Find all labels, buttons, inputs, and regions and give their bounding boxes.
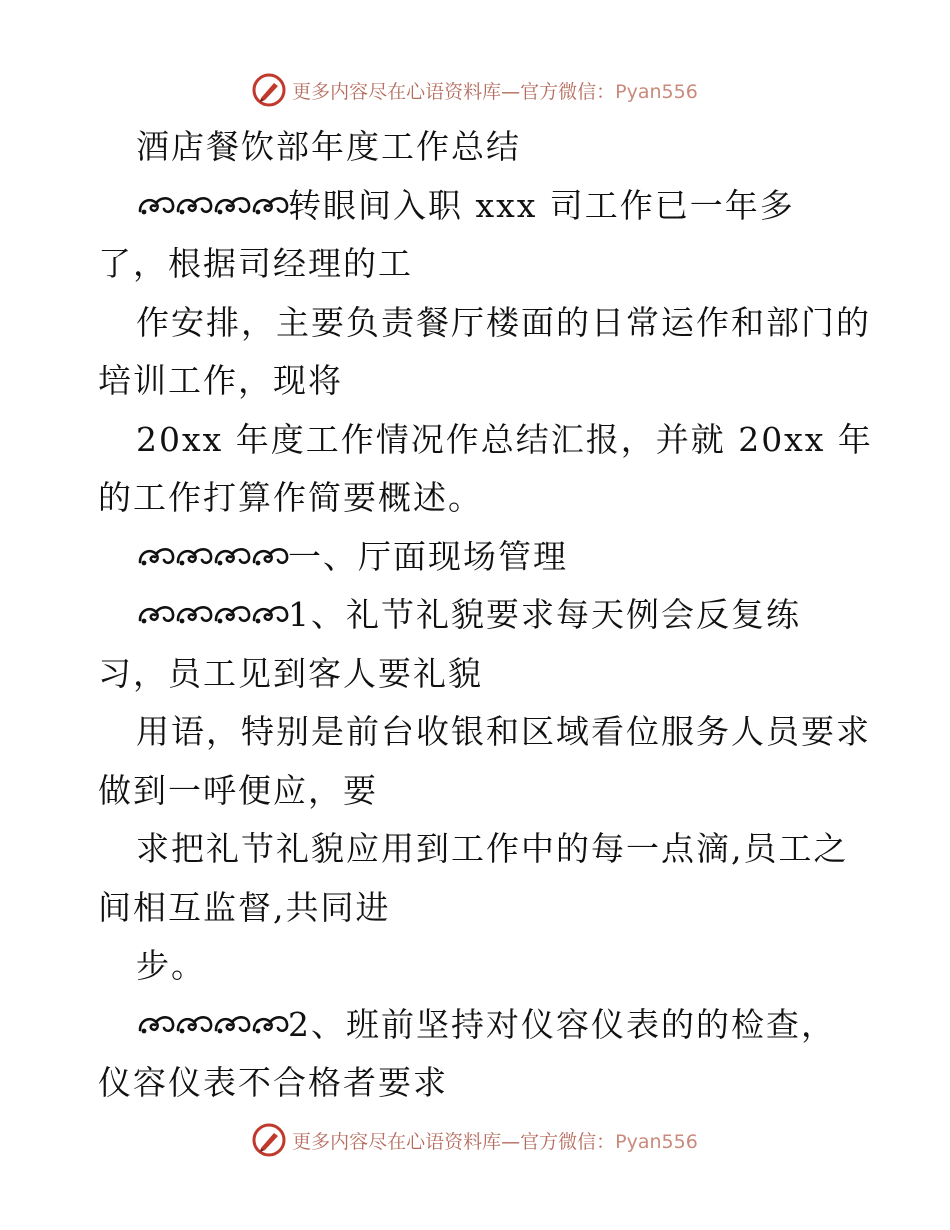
- text-line: [98, 235, 858, 294]
- text-line-content: 一、厅面现场管理: [288, 536, 568, 576]
- header-wechat-id: Pyan556: [615, 80, 698, 103]
- footer-wechat-id: Pyan556: [615, 1130, 698, 1153]
- text-line-content: 用语，特别是前台收银和区域看位服务人员要求: [136, 712, 871, 751]
- pen-logo-icon: [252, 1123, 286, 1157]
- text-line-content: 培训工作，现将: [98, 361, 343, 400]
- text-line: [98, 762, 858, 821]
- text-line: [98, 937, 858, 996]
- text-line: [98, 469, 858, 528]
- ornament-icon: [136, 602, 288, 626]
- text-line: [98, 879, 858, 938]
- text-line-content: 了，根据司经理的工: [98, 244, 413, 283]
- text-line-content: 步。: [136, 946, 206, 985]
- text-line: [98, 411, 873, 470]
- header-banner: [0, 70, 950, 110]
- text-line: [98, 294, 871, 353]
- text-line-content: 转眼间入职 xxx 司工作已一年多: [288, 185, 795, 225]
- text-line-content: 习，员工见到客人要礼貌: [98, 653, 483, 693]
- text-line: [98, 996, 858, 1055]
- text-line-content: 2、班前坚持对仪容仪表的的检查，: [288, 1004, 836, 1044]
- text-line-content: 酒店餐饮部年度工作总结: [136, 127, 521, 166]
- text-line: [98, 645, 858, 704]
- text-line-content: 20xx 年度工作情况作总结汇报，并就 20xx 年: [136, 419, 873, 459]
- header-banner-text: 更多内容尽在心语资料库—官方微信：Pyan556: [292, 80, 698, 103]
- text-line: [98, 177, 858, 236]
- text-line: [98, 352, 858, 411]
- text-line-content: 1、礼节礼貌要求每天例会反复练: [288, 595, 801, 634]
- footer-banner: [0, 1120, 950, 1160]
- text-line: [98, 586, 858, 645]
- text-line: [98, 528, 858, 587]
- text-line: [98, 820, 858, 879]
- pen-logo-icon: [252, 73, 286, 107]
- text-line-content: 仪容仪表不合格者要求: [98, 1063, 448, 1102]
- text-line: [98, 118, 858, 177]
- ornament-icon: [136, 1012, 288, 1036]
- footer-banner-text: 更多内容尽在心语资料库—官方微信：Pyan556: [292, 1130, 698, 1153]
- document-body: [98, 118, 873, 1113]
- text-line: [98, 703, 871, 762]
- text-line-content: 作安排，主要负责餐厅楼面的日常运作和部门的: [136, 302, 871, 342]
- text-line-content: 做到一呼便应，要: [98, 770, 378, 810]
- ornament-icon: [136, 193, 288, 217]
- ornament-icon: [136, 544, 288, 568]
- text-line: [98, 1054, 858, 1113]
- text-line-content: 求把礼节礼貌应用到工作中的每一点滴,员工之: [136, 829, 849, 868]
- text-line-content: 的工作打算作简要概述。: [98, 478, 483, 517]
- text-line-content: 间相互监督,共同进: [98, 887, 391, 927]
